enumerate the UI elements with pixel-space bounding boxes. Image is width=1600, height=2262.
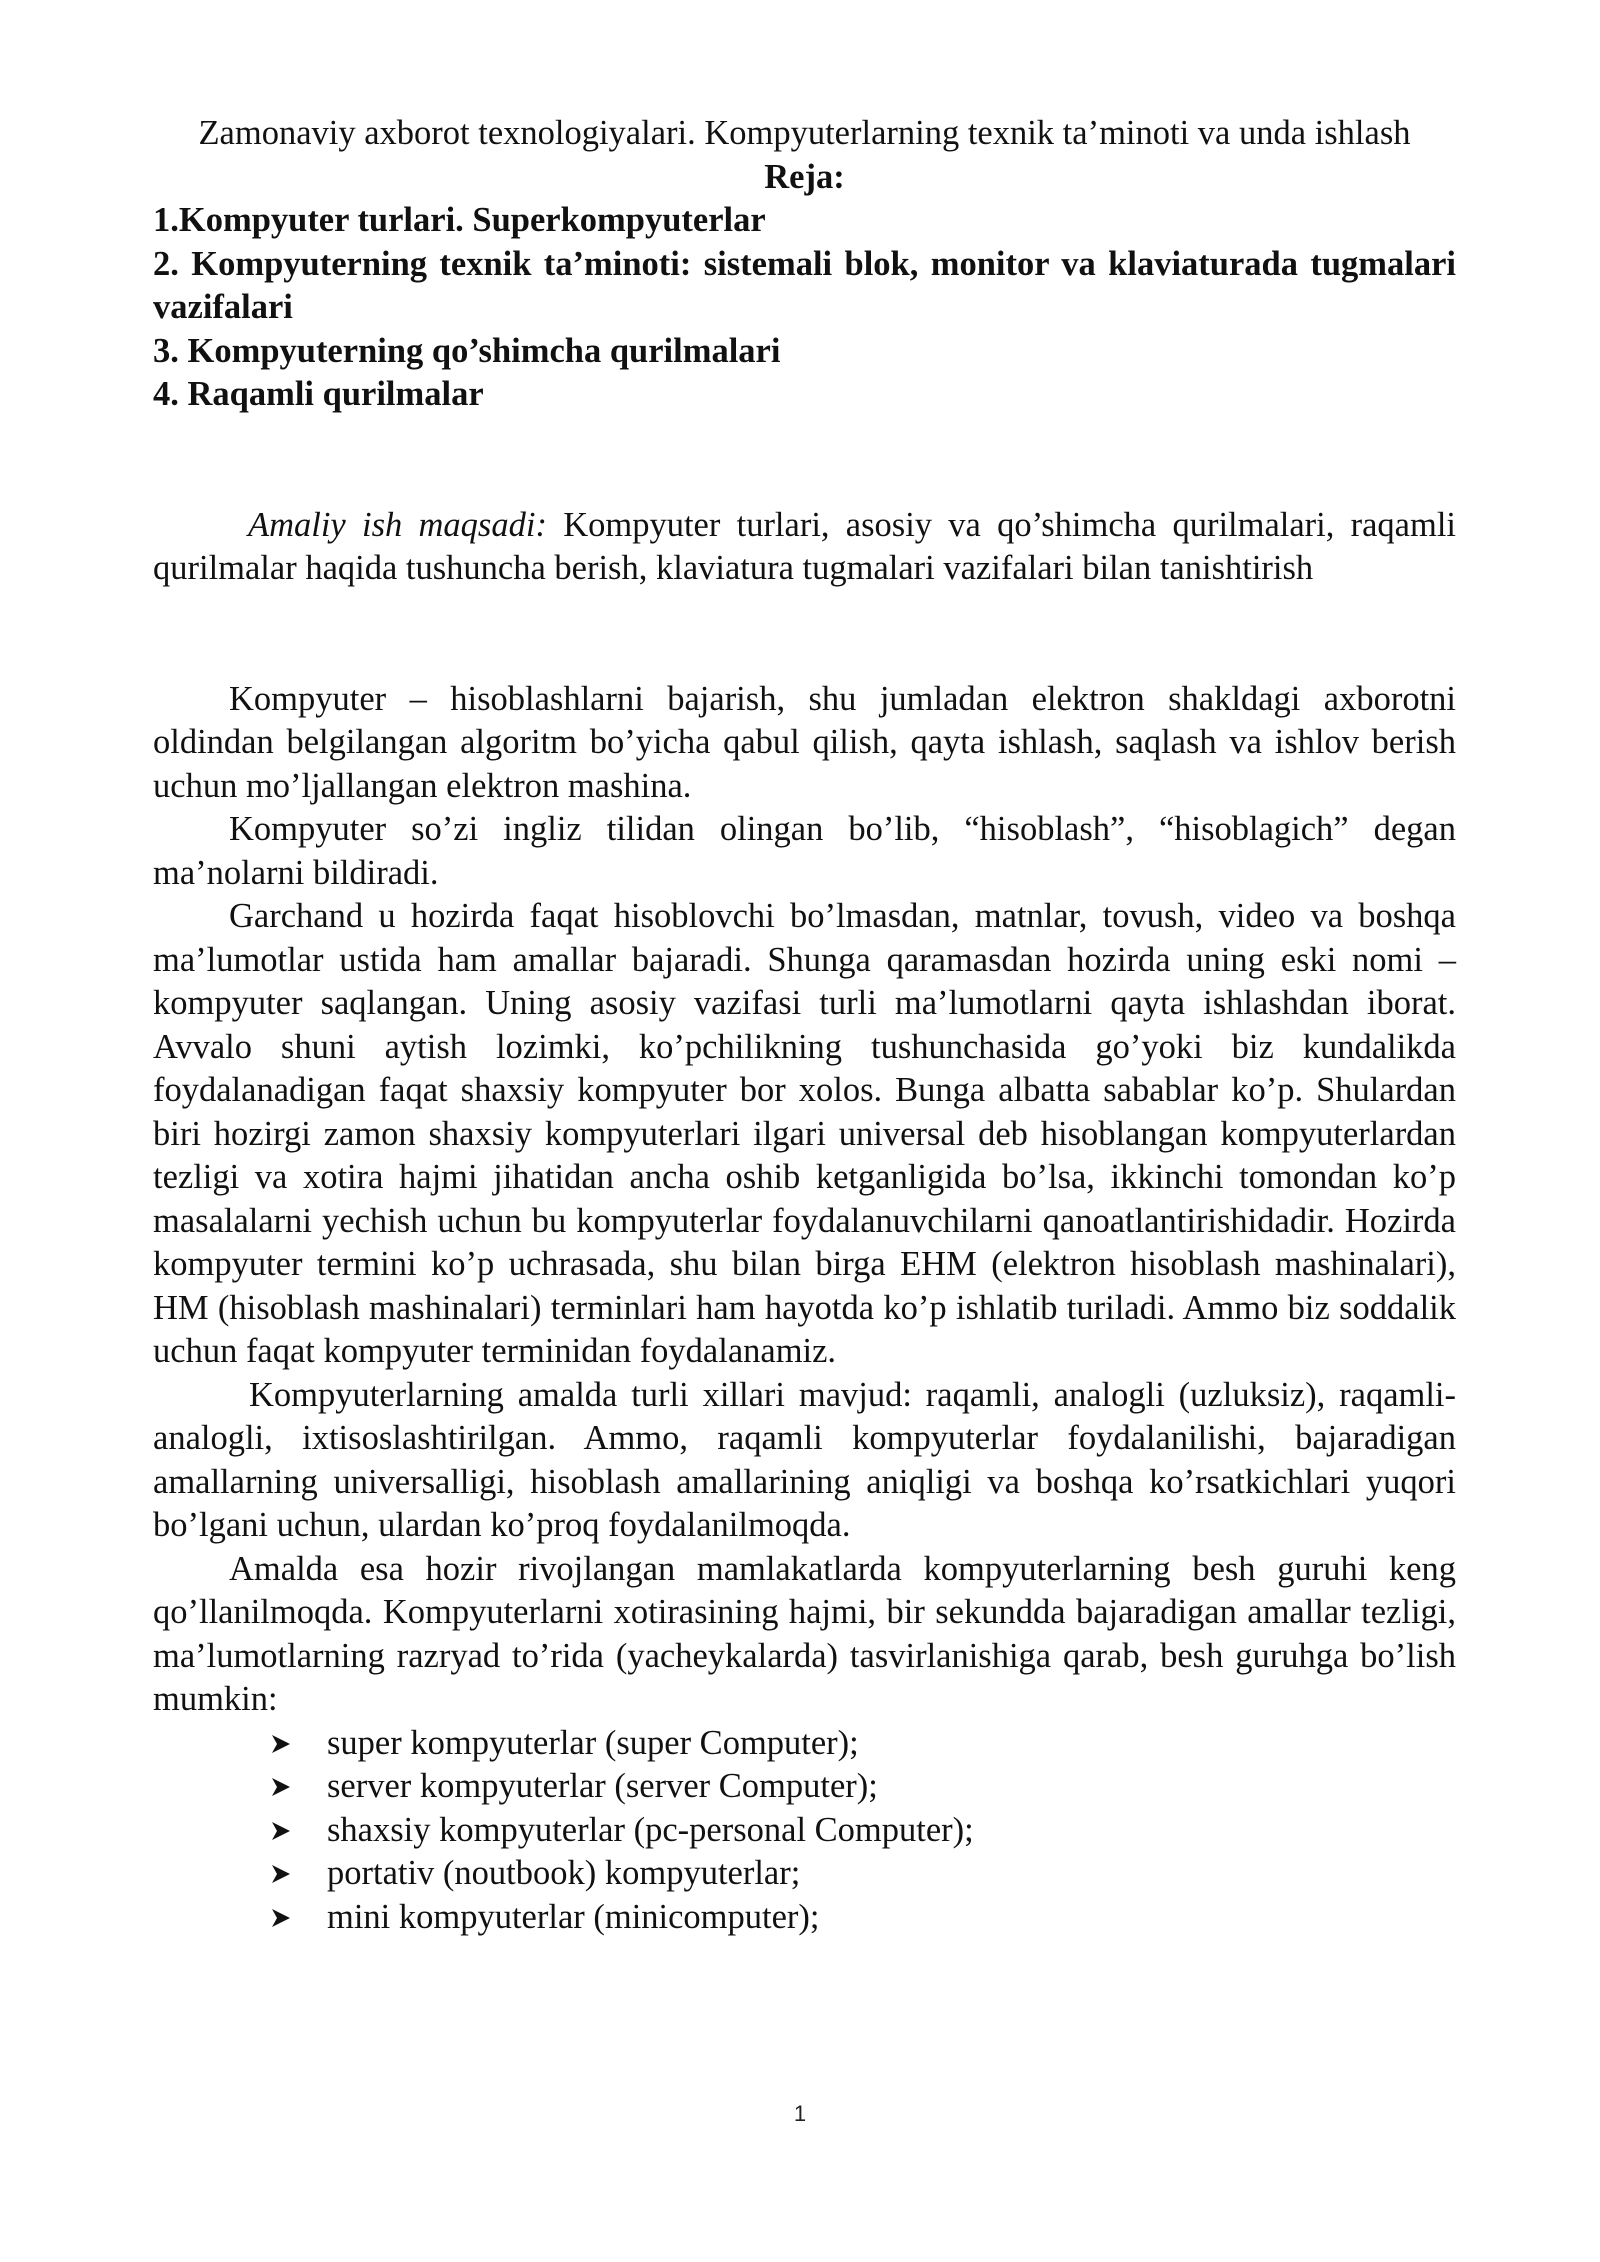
- list-item-text: server kompyuterlar (server Computer);: [327, 1767, 878, 1805]
- list-item: [270, 1722, 1456, 1766]
- list-item: [270, 1852, 1456, 1896]
- plan-item: 4. Raqamli qurilmalar: [153, 375, 484, 413]
- arrowhead-bullet-icon: [270, 1820, 292, 1842]
- page-content: [153, 112, 1456, 1939]
- body-paragraph: Kompyuterlarning amalda turli xillari mavjud: raqamli, analogli (uzluksiz), raqamli-analogli, ixtisoslashtirilgan. Ammo, raqamli kompyuterlar foydalanilishi, bajaradigan amallarning universalligi, hisoblash amallarining aniqligi va boshqa ko’rsatkichlari yuqori bo’lgani uchun, ulardan ko’proq foydalanilmoqda.: [153, 1375, 1456, 1544]
- computer-groups-list: [153, 1722, 1456, 1940]
- purpose-text: Kompyuter turlari, asosiy va qo’shimcha qurilmalari, raqamli qurilmalar haqida tushuncha berish, klaviatura tugmalari vazifalari bilan tanishtirish: [153, 505, 1456, 587]
- arrowhead-bullet-icon: [270, 1733, 292, 1755]
- page-number: 1: [793, 2101, 807, 2126]
- spacer: [153, 417, 1456, 504]
- body-paragraph: Kompyuter so’zi ingliz tilidan olingan bo’lib, “hisoblash”, “hisoblagich” degan ma’nolarni bildiradi.: [153, 810, 1456, 892]
- purpose-label: Amaliy ish maqsadi:: [248, 505, 547, 544]
- list-item: [270, 1765, 1456, 1809]
- body-paragraph: Kompyuter – hisoblashlarni bajarish, shu jumladan elektron shakldagi axborotni oldindan belgilangan algoritm bo’yicha qabul qilish, qayta ishlash, saqlash va ishlov berish uchun mo’ljallangan elektron mashina.: [153, 679, 1456, 805]
- plan-item: 3. Kompyuterning qo’shimcha qurilmalari: [153, 331, 781, 370]
- body-paragraph: Garchand u hozirda faqat hisoblovchi bo’lmasdan, matnlar, tovush, video va boshqa ma’lumotlar ustida ham amallar bajaradi. Shunga qaramasdan hozirda uning eski nomi – kompyuter saqlangan. Uning asosiy vazifasi turli ma’lumotlarni qayta ishlashdan iborat. Avvalo shuni aytish lozimki, ko’pchilikning tushunchasida go’yoki biz kundalikda foydalanadigan faqat shaxsiy kompyuter bor xolos. Bunga albatta sabablar ko’p. Shulardan biri hozirgi zamon shaxsiy kompyuterlari ilgari universal deb hisoblangan kompyuterlardan tezligi va xotira hajmi jihatidan ancha oshib ketganligida bo’lsa, ikkinchi tomondan ko’p masalalarni yechish uchun bu kompyuterlar foydalanuvchilarni qanoatlantirishidadir. Hozirda kompyuter termini ko’p uchrasada, shu bilan birga EHM (elektron hisoblash mashinalari), HM (hisoblash mashinalari) terminlari ham hayotda ko’p ishlatib turiladi. Ammo biz soddalik uchun faqat kompyuter terminidan foydalanamiz.: [153, 897, 1456, 1370]
- arrowhead-bullet-icon: [270, 1863, 292, 1885]
- list-item: [270, 1809, 1456, 1853]
- list-item-text: super kompyuterlar (super Computer);: [327, 1723, 859, 1762]
- plan-item: 1.Kompyuter turlari. Superkompyuterlar: [153, 201, 766, 239]
- list-item-text: shaxsiy kompyuterlar (pc-personal Computer);: [327, 1810, 974, 1849]
- plan-heading: Reja:: [764, 157, 845, 196]
- list-item-text: mini kompyuterlar (minicomputer);: [327, 1897, 820, 1936]
- list-item-text: portativ (noutbook) kompyuterlar;: [327, 1854, 801, 1892]
- purpose-paragraph: [153, 504, 1456, 591]
- body-paragraph: Amalda esa hozir rivojlangan mamlakatlarda kompyuterlarning besh guruhi keng qo’llanilmoqda. Kompyuterlarni xotirasining hajmi, bir sekundda bajaradigan amallar tezligi, ma’lumotlarning razryad to’rida (yacheykalarda) tasvirlanishiga qarab, besh guruhga bo’lish mumkin:: [153, 1549, 1456, 1718]
- document-title: Zamonaviy axborot texnologiyalari. Kompyuterlarning texnik ta’minoti va unda ishlash: [198, 114, 1411, 152]
- plan-item: 2. Kompyuterning texnik ta’minoti: sistemali blok, monitor va klaviaturada tugmalari vazifalari: [153, 244, 1456, 326]
- list-item: [270, 1896, 1456, 1940]
- arrowhead-bullet-icon: [270, 1907, 292, 1929]
- arrowhead-bullet-icon: [270, 1776, 292, 1798]
- spacer: [153, 591, 1456, 678]
